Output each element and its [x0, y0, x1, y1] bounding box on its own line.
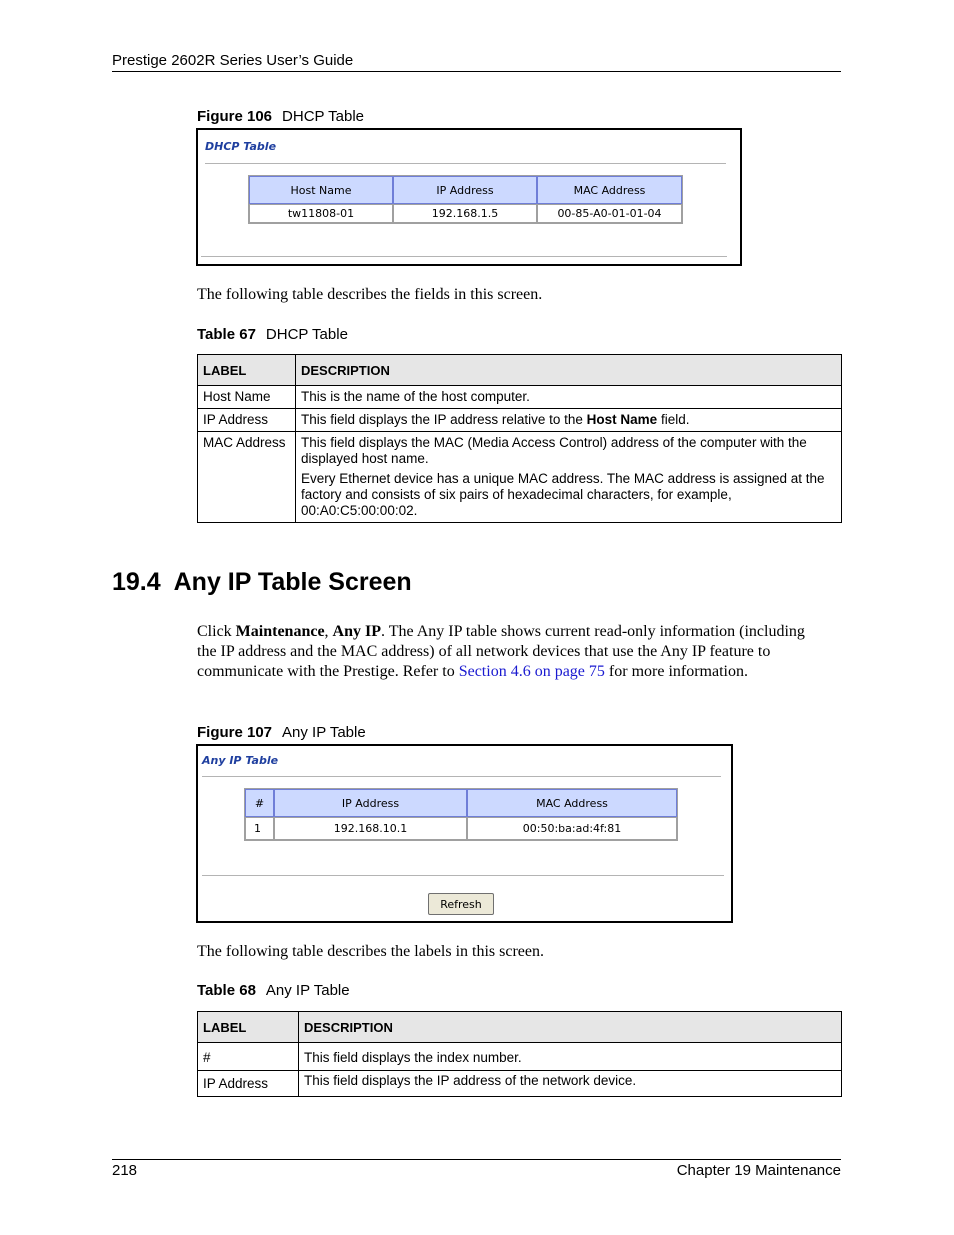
any-ip-table-screenshot	[196, 744, 733, 923]
dhcp-client-table	[248, 175, 683, 224]
screen-bottom-divider	[202, 875, 724, 877]
figure-106-label: Figure 106	[197, 108, 273, 125]
running-header: Prestige 2602R Series User’s Guide	[112, 52, 354, 69]
description-column-header: DESCRIPTION	[299, 1012, 842, 1043]
row-description	[296, 432, 842, 523]
any-ip-label-description-table	[197, 1011, 842, 1097]
paragraph-text: for more information.	[604, 663, 748, 680]
refresh-button[interactable]: Refresh	[428, 893, 494, 915]
cell-ip-address: 192.168.1.5	[393, 204, 537, 223]
table-68-title: Any IP Table	[265, 982, 350, 999]
cell-ip-address: 192.168.10.1	[274, 817, 467, 840]
figure-106-caption	[197, 108, 364, 125]
dhcp-table-screen-title: DHCP Table	[205, 140, 277, 153]
column-header-ip-address: IP Address	[393, 176, 537, 204]
table-header-row	[249, 176, 682, 204]
table-67-caption	[197, 326, 348, 343]
row-label: MAC Address	[198, 432, 296, 523]
figure-107-title: Any IP Table	[282, 724, 366, 741]
cell-mac-address: 00:50:ba:ad:4f:81	[467, 817, 677, 840]
screen-bottom-divider	[201, 256, 727, 258]
cell-mac-address: 00-85-A0-01-01-04	[537, 204, 682, 223]
table-68-label: Table 68	[197, 982, 256, 999]
description-bold-term: Host Name	[586, 412, 658, 427]
footer-divider	[112, 1159, 841, 1160]
table-row	[249, 204, 682, 223]
table-row	[198, 432, 842, 523]
header-divider	[112, 71, 841, 72]
section-paragraph	[197, 622, 827, 682]
table-68-intro: The following table describes the labels in this screen.	[197, 943, 545, 960]
description-text: This field displays the IP address relative to the	[301, 412, 587, 427]
table-67-label: Table 67	[197, 326, 256, 343]
table-row	[198, 1043, 842, 1071]
screen-title-divider	[205, 163, 726, 165]
description-text: field.	[657, 412, 690, 427]
cell-index: 1	[245, 817, 274, 840]
row-label: Host Name	[198, 386, 296, 409]
row-label: IP Address	[198, 409, 296, 432]
table-row	[198, 409, 842, 432]
chapter-title: Chapter 19 Maintenance	[676, 1162, 841, 1179]
section-link[interactable]: Section 4.6 on page 75	[458, 663, 605, 680]
any-ip-device-table	[244, 788, 678, 841]
label-column-header: LABEL	[198, 1012, 299, 1043]
column-header-mac-address: MAC Address	[467, 789, 677, 817]
table-68-caption	[197, 982, 350, 999]
figure-106-title: DHCP Table	[282, 108, 365, 125]
row-label: IP Address	[198, 1071, 299, 1097]
page-number: 218	[112, 1162, 138, 1179]
row-label: #	[198, 1043, 299, 1071]
description-paragraph: Every Ethernet device has a unique MAC address. The MAC address is assigned at the factory and consists of six pairs of hexadecimal characters, for example, 00:A0:C5:00:00:02.	[301, 471, 825, 518]
column-header-host-name: Host Name	[249, 176, 393, 204]
table-row	[198, 1071, 842, 1097]
row-description	[296, 409, 842, 432]
menu-term-maintenance: Maintenance	[235, 623, 325, 640]
paragraph-text: ,	[324, 623, 333, 640]
row-description: This field displays the index number.	[299, 1043, 842, 1071]
cell-host-name: tw11808-01	[249, 204, 393, 223]
description-paragraph: This field displays the MAC (Media Access Control) address of the computer with the displayed host name.	[301, 435, 807, 466]
table-header-row	[198, 1012, 842, 1043]
paragraph-text: . The Any IP table shows current read-only information (including the IP address and the MAC address) of all network devices that use the Any IP feature to communicate with the Prestige. Refer to	[197, 623, 805, 680]
table-67-title: DHCP Table	[265, 326, 348, 343]
table-header-row	[198, 355, 842, 386]
column-header-mac-address: MAC Address	[537, 176, 682, 204]
row-description: This is the name of the host computer.	[296, 386, 842, 409]
row-description: This field displays the IP address of the network device.	[299, 1071, 842, 1097]
table-row	[198, 386, 842, 409]
table-header-row	[245, 789, 677, 817]
column-header-index: #	[245, 789, 274, 817]
table-67-intro: The following table describes the fields in this screen.	[197, 286, 543, 303]
menu-term-any-ip: Any IP	[332, 623, 381, 640]
column-header-ip-address: IP Address	[274, 789, 467, 817]
dhcp-field-description-table	[197, 354, 842, 523]
figure-107-label: Figure 107	[197, 724, 273, 741]
table-row	[245, 817, 677, 840]
description-column-header: DESCRIPTION	[296, 355, 842, 386]
paragraph-text: Click	[197, 623, 236, 640]
dhcp-table-screenshot	[196, 128, 742, 266]
figure-107-caption	[197, 724, 366, 741]
any-ip-screen-title: Any IP Table	[202, 754, 279, 767]
screen-title-divider	[202, 776, 721, 778]
label-column-header: LABEL	[198, 355, 296, 386]
section-heading: 19.4 Any IP Table Screen	[112, 568, 412, 596]
